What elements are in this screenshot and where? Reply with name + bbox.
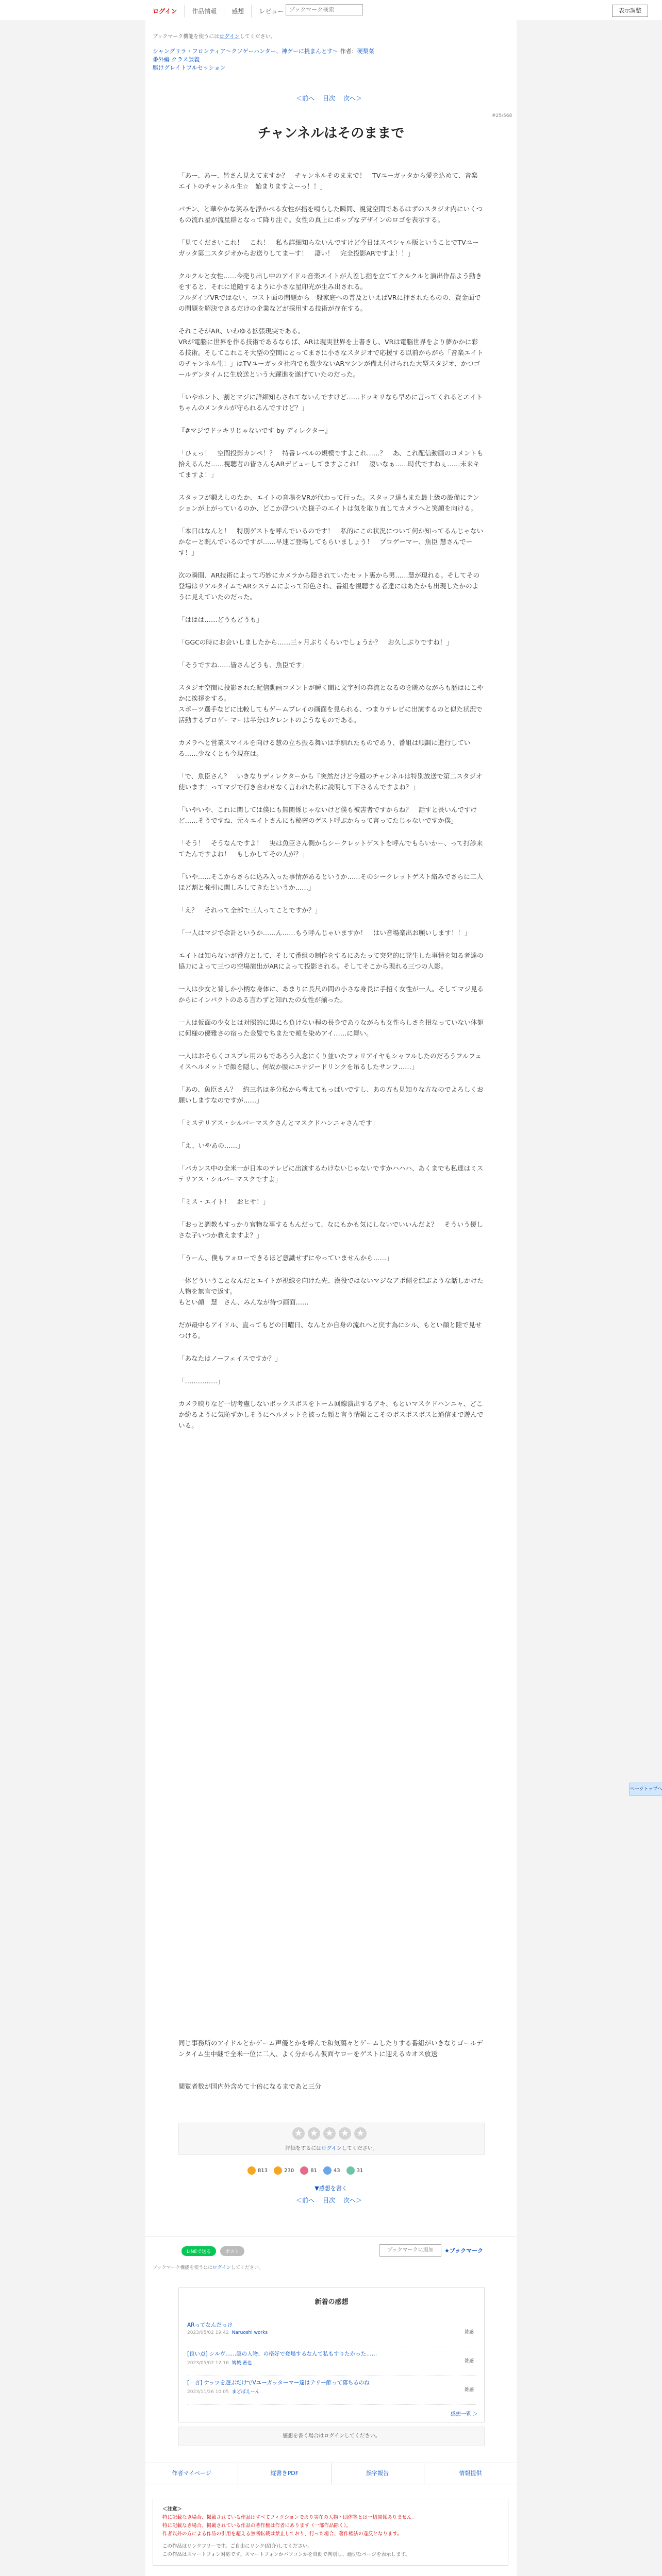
toc-link[interactable]: 目次 [323,2197,336,2204]
prev-link[interactable]: ＜前へ [296,2197,315,2204]
write-impression-link[interactable]: ▼感想を書く [315,2185,347,2192]
impression-user[interactable]: まどぼえーん [231,2389,260,2395]
star-icon[interactable]: ★ [308,2127,320,2140]
bookmark-note-suffix: してください。 [239,34,276,40]
star-icon[interactable]: ★ [339,2127,351,2140]
reactions-row [247,2166,363,2175]
body-paragraph: 「いやいや、これに関しては僕にも無関係じゃないけど僕も被害者ですからね？ 話すと長いんですけど……そうですね、元々エイトさんにも秘密のゲスト呼ぶからって言ってたじゃないですか僕」 [178,806,477,824]
notice-line: 作者以外の方による作品の引用を超える無断転載は禁止しており、行った場合、著作権法の違反となります。 [162,2531,402,2537]
reaction-button[interactable] [274,2166,294,2175]
bookmark-login-note-bottom [145,2264,517,2270]
new-impressions-title: 新着の感想 [315,2298,349,2306]
body-paragraph: 「うーん、僕もフォローできるほど意識せずにやっていませんから……」 [178,1254,393,1262]
rating-box [178,2123,485,2155]
rating-login-note [179,2144,484,2151]
body-paragraph: 「そう！ そうなんですよ！ 実は魚臣さん側からシークレットゲストを呼んでもらいかー、って打診来てたんですよね！ もしかしてその人が？」 [178,839,483,858]
page-number: #25/568 [492,113,512,118]
impression-tag: 雑感 [464,2359,474,2364]
body-paragraph: 「あなたはノーフェイスですか？」 [178,1354,282,1362]
reaction-count: 31 [356,2167,363,2174]
bookmark-link[interactable]: ★ブックマーク [444,2247,484,2254]
body-paragraph: 「ミステリアス・シルバーマスクさんとマスクドハンニャさんです」 [178,1119,379,1127]
impression-item[interactable] [187,2350,476,2376]
body-paragraph: 『#マジでドッキリじゃないです by ディレクター』 [178,427,332,434]
reaction-count: 81 [310,2167,317,2174]
impression-meta [187,2388,476,2395]
body-paragraph: それこそがAR、いわゆる拡張現実である。 VRが電脳に世界を作る技術であるならば、ARは現実世界を上書きし、VRは電脳世界をより夢かかに彩る技術。そしてこれこそ大型の空間にとってまさに小さなスタジオで応援する以前からがら「音楽エイトのチャンネル生！」はTVユーガッタ社内でも数少ないARマシンが備え付けられた大型スタジオ、かつゴールデンタイムに生放送という大躍進を遂げていたのだった。 [178,327,484,378]
notice-line: 特に記載なき場合、掲載されている作品はすべてフィクションであり実在の人物・団体等とは一切関係ありません。 [162,2515,417,2520]
series-title-link[interactable]: シャングリラ・フロンティア〜クソゲーハンター、神ゲーに挑まんとす〜 [153,48,339,55]
vertical-pdf-link[interactable]: 縦書きPDF [238,2463,331,2484]
body-paragraph: 一人は仮面の少女とは対照的に黒にも負けない程の長身でありながらも女性らしさを損なっていない体躯に何様の優雅さの宿った金髪でちまたで頬を染めアイ……に舞い。 [178,1019,484,1037]
impression-meta [187,2330,476,2335]
body-paragraph: 「で、魚臣さん？ いきなりディレクターから『突然だけど今週のチャンネルは特別放送で第二スタジオ使います』ってマジで行き合わせなく言われた私に説明して下さるんですよね？」 [178,772,483,791]
body-paragraph: 「いや……そこからさらに込み入った事情があるというか……そのシークレットゲスト絡みでさらに二人ほど割と強引に関しみしてきたというか……」 [178,873,484,891]
body-paragraph: カメラへと営業スマイルを向ける慧の立ち振る舞いは手馴れたものであり、番組は順調に進行している……少なくとも今現在は。 [178,739,471,757]
reaction-icon [323,2166,332,2175]
next-link[interactable]: 次へ＞ [343,2197,362,2204]
rating-login-link[interactable]: ログイン [321,2146,342,2151]
reaction-icon [247,2166,256,2175]
afterword [178,2038,484,2113]
star-icon[interactable]: ★ [292,2127,305,2140]
tab-login[interactable]: ログイン [145,5,185,18]
body-paragraph: 「ミス・エイト！ おヒサ！」 [178,1198,270,1206]
body-paragraph: エイトは知らないが番方として、そして番組の制作をするにあたって突発的に発生した事情を知る者達の協力によって三つの空場演出がARによって投影される。そしてそこから現れる三つの人影。 [178,952,484,970]
notice-line: この作品はリンクフリーです。ご自由にリンク(紹介)してください。 [162,2544,312,2549]
body-paragraph: パチン、と華やかな笑みを浮かべる女性が指を鳴らした瞬間、視覚空間であるはずのスタジオ内にいくつもの流れ星が流星群となって降り注ぐ。女性の真上にポップなデザインのロゴを表示する。 [178,205,483,224]
notice-line: この作品はスマートフォン対応です。スマートフォンかパソコンかを自動で判別し、適切なページを表示します。 [162,2552,410,2557]
author-label: 作者： [340,48,357,55]
impression-text[interactable]: [良い点] シルヴ……謎の人物、の格好で登場するなんて私もすりたかった…… [187,2351,377,2357]
reaction-count: 230 [284,2167,294,2174]
x-post-button[interactable]: ポスト [220,2246,244,2256]
reaction-count: 43 [333,2167,340,2174]
body-paragraph: 一人は少女と背しか小柄な身体に、あまりに長尺の間の小さな身長に手招く女性が一人。そしてマジ見るからにインパクトのある言わずと知れたの女性が揃った。 [178,985,484,1004]
star-icon[interactable]: ★ [354,2127,367,2140]
notice-title: ＜注意＞ [162,2506,183,2512]
body-paragraph: 一人はおそらくコスプレ用のもであろう入念にくり並いたフォリアイヤもシャフルしたのだろうフルフェイスヘルメットで顔を隠し、何故か腰にエナジードリンクを吊るしたサンフ……」 [178,1052,482,1071]
next-link[interactable]: 次へ＞ [343,95,362,102]
comment-login-note: 感想を書く場合はログインしてください。 [178,2427,485,2446]
notice-box [153,2499,508,2566]
pager-bottom [296,2196,362,2205]
series-info [153,47,441,72]
body-paragraph: カメラ映りなど一切考慮しないボックスボスをトーム回線演出するアキ、もといマスクドハンニャ、どこか紛るように気恥ずかしそうにヘルメットを被った顔と言う情報とこそのポスポスボスと通信まで遊んでいる。 [178,1400,484,1429]
body-paragraph: 「ははは……どうもどうも」 [178,616,263,623]
body-paragraph: 「え、いやあの……」 [178,1142,244,1149]
series-extra[interactable]: 駆けグレイトフルセッション [153,64,226,71]
bookmark-search-input[interactable] [286,4,363,15]
bookmark-note-suffix: してください。 [230,2265,263,2270]
new-impressions-box [178,2287,485,2422]
prev-link[interactable]: ＜前へ [296,95,315,102]
body-paragraph: 「え？ それって全部で三人ってことですか？」 [178,906,322,914]
author-link[interactable]: 硬梨菜 [357,48,374,55]
star-icon[interactable]: ★ [323,2127,336,2140]
body-paragraph: 「見てくださいこれ！ これ！ 私も詳細知らないんですけど今日はスペシャル版ということでTVユーガッタ第二スタジオからお送りしてまーす！ 凄い！ 完全投影ARですよ！！」 [178,239,479,257]
impression-text[interactable]: ARってなんだっけ [187,2322,233,2328]
body-paragraph: スタジオ空間に投影された配信動画コメントが瞬く間に文字列の奔流となるのを眺めながらも歴はにこやかに挨拶をする。 スポーツ選手などに比較してもゲームプレイの画面を見られる、つまりテレビに出演するのと似た状況で活動するプロゲーマーは半分はタレントのようなものである。 [178,684,484,724]
footer-links [145,2463,517,2484]
body-paragraph: 「あの、魚臣さん？ 約三名は多分私から考えてもっぱいですし、あの方も見知りな方なのでよろしくお願いしますなのですが……」 [178,1086,484,1104]
reaction-icon [346,2166,355,2175]
afterword-paragraph: 同じ事務所のアイドルとかゲーム声優とかを呼んで和気藹々とゲームしたりする番組がいきなりゴールデンタイム生中継で全米一位に二人、よく分からん仮面ヤローをゲストに迎えるカオス放送 [178,2039,483,2058]
body-paragraph: 「いやホント、割とマジに詳細知らされてないんですけど……ドッキリなら早めに言ってくれるとエイトちゃんのメンタルが守られるんですけど？」 [178,393,483,412]
display-settings-button[interactable]: 表示調整 [612,5,648,17]
reaction-icon [274,2166,282,2175]
rating-stars [292,2127,367,2140]
bookmark-login-note [153,32,276,40]
chapter-title: チャンネルはそのままで [257,126,405,141]
body-paragraph: だが最中もアイドル、直ってもどの日曜日、なんとか自身の流れへと戻す為にシル、もとい顔と陸で見せつける。 [178,1321,482,1340]
reaction-button[interactable] [300,2166,317,2175]
body-paragraph: スタッフが鍛えしのたか、エイトの音場をVRが代わって行った。スタッフ達もまた最上級の設備にテンションが上がっているのか、どこか浮ついた様子のエイトは気を取り直してカメラへと笑顔を向ける。 [178,494,479,512]
body-paragraph: 一体どういうことなんだとエイトが視線を向けた先、漢役ではないマジなアポ側を結ぶような話しかけた人物を無言で返す。 もとい顔 慧 さん、みんなが待つ画面…… [178,1277,484,1306]
body-paragraph: 「一人はマジで余計というか……ん……もう呼んじゃいますか！ はい音場楽出お願いします！！」 [178,929,471,937]
rating-note-prefix: 評価をするには [285,2146,322,2151]
bookmark-note-prefix: ブックマーク機能を使うには [153,2265,213,2270]
tab-review[interactable]: レビュー [252,5,291,18]
body-paragraph: クルクルと女性……今売り出し中のアイドル音楽エイトが人差し指を立ててクルクルと演出作品よう動きをすると、それに追随するように小さな星印光が生み出される。 フルダイブVRではない、コスト面の問題から一般家庭への普及といえばVRに押されたものの、資金面での問題を解決できるだけの企業などが採用する技術が存在する。 [178,272,482,312]
impression-date: 2023/11/26 10:05 [187,2389,229,2395]
impression-item[interactable] [187,2379,476,2405]
series-subtitle[interactable]: 番外編 クラス談義 [153,56,200,63]
impression-user[interactable]: 鳩城 密也 [231,2361,252,2366]
novel-body [178,170,484,1443]
impressions-list-link[interactable]: 感想一覧 ＞ [450,2412,478,2417]
info-provide-link[interactable]: 情報提供 [459,2470,482,2477]
share-row [181,2246,244,2256]
impression-user[interactable]: Naruoshi works [231,2330,268,2335]
reaction-count: 813 [258,2167,268,2174]
bookmark-login-link[interactable]: ログイン [219,34,240,40]
add-bookmark-button[interactable]: ブックマークに追加 [379,2244,441,2257]
toc-link[interactable]: 目次 [323,95,336,102]
pager-top [296,94,362,103]
body-paragraph: 「……………」 [178,1377,224,1385]
afterword-paragraph: 閲覧者数が国内外含めて十倍になるまであと三分 [178,2082,322,2090]
rating-note-suffix: してください。 [341,2146,378,2151]
impression-text[interactable]: [一言] ケッツを遊ぶだけでVユーガッターマー達はテリー酔って落ちるのね [187,2380,370,2386]
body-paragraph: 次の瞬間、AR技術によって巧妙にカメラから隠されていたセット裏から男……慧が現れる。そしてその登場はリアルタイムでARシステムによって彩色され、番組を視聴する者達にはあたかも出現したかのように見えていたのだった。 [178,571,480,601]
body-paragraph: 「本日はなんと！ 特別ゲストを呼んでいるのです！ 私的にこの状況について何か知ってるんじゃないかなーと睨んでいるのですが……早速ご登場してもらいましょう！ プロゲーマー、魚臣 慧さんでーす！」 [178,527,484,556]
impression-item[interactable] [187,2321,476,2347]
typo-report-link[interactable]: 誤字報告 [332,2463,424,2484]
reaction-button[interactable] [323,2166,340,2175]
reaction-button[interactable] [346,2166,363,2175]
impression-meta [187,2359,476,2366]
top-bar [0,0,662,21]
header-tabs [145,5,291,18]
impression-tag: 雑感 [464,2330,474,2335]
body-paragraph: 「ひぇっ！ 空間投影カンペ！？ 特番レベルの規模ですよこれ……？ あ、これ配信動画のコメントも拾えるんだ……視聴者の皆さんもARデビューしてますよこれ！ 凄いなぁ……時代ですねぇ……未来キてますよ！」 [178,449,484,479]
tab-work-info[interactable]: 作品情報 [185,5,224,18]
body-paragraph: 「あー、あー、皆さん見えてますか？ チャンネルそのままで！ TVユーガッタから愛を込めて、音楽エイトのチャンネル生☆ 始まりますよーっ！！」 [178,172,478,190]
tab-impressions[interactable]: 感想 [224,5,252,18]
line-share-button[interactable]: LINEで送る [181,2246,216,2256]
author-mypage-link[interactable]: 作者マイページ [145,2463,238,2484]
bookmark-login-link[interactable]: ログイン [212,2265,231,2270]
body-paragraph: 「GGCの時にお会いしましたから……三ヶ月ぶりくらいでしょうか？ お久しぶりですね！」 [178,638,453,646]
impression-tag: 雑感 [464,2387,474,2393]
body-paragraph: 「バカンス中の全米一が日本のテレビに出演するわけないじゃないですかハハハ、あくまでも私達はミステリアス・シルバーマスクですよ」 [178,1164,484,1183]
notice-line: 特に記載なき場合、掲載されている作品の著作権は作者にあります（一部作品除く）。 [162,2523,351,2529]
reaction-button[interactable] [247,2166,268,2175]
page-top-button[interactable]: ページトップへ [629,1783,662,1796]
body-paragraph: 「そうですね……皆さんどうも、魚臣です」 [178,661,308,669]
impression-date: 2023/05/02 12:16 [187,2361,229,2366]
bookmark-note-prefix: ブックマーク機能を使うには [153,34,220,40]
reaction-icon [300,2166,308,2175]
impression-date: 2023/05/02 19:42 [187,2330,229,2335]
body-paragraph: 「おっと調教もすっかり官物な事するもんだって、なにもかも気にしないでいいんだよ？ そういう優しさな子いつか教えますよ？」 [178,1221,483,1239]
